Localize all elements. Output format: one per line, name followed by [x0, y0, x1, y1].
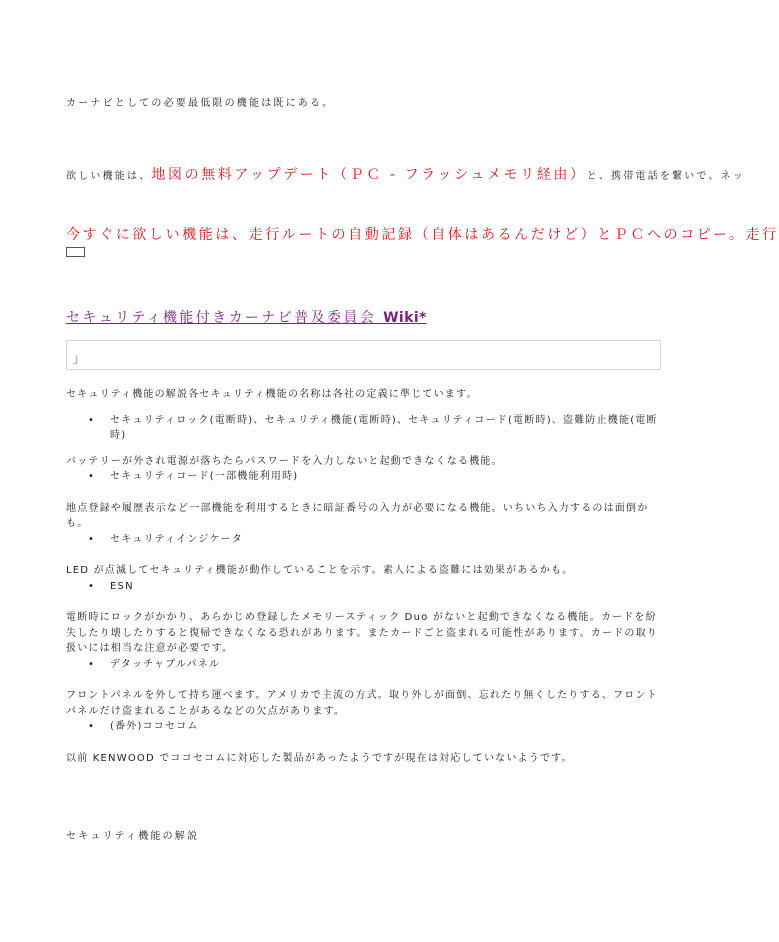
wish-lead: 欲しい機能は、	[66, 171, 152, 182]
feature-item: • デタッチャブルパネル	[66, 657, 666, 673]
wish-highlight: 地図の無料アップデート（ＰＣ - フラッシュメモリ経由）	[151, 167, 587, 183]
urgent-wish-line: 今すぐに欲しい機能は、走行ルートの自動記録（自体はあるんだけど）とＰＣへのコピー。走行	[66, 227, 779, 243]
feature-item: • ESN	[66, 579, 666, 595]
feature-list-0	[66, 413, 666, 444]
feature-list-2	[66, 532, 666, 548]
feature-list-1	[66, 469, 666, 485]
feature-item: • セキュリティロック(電断時)、セキュリティ機能(電断時)、セキュリティコード(電断時)、盗難防止機能(電断時)	[66, 413, 666, 444]
wiki-heading-link[interactable]: セキュリティ機能付きカーナビ普及委員会 Wiki*	[66, 310, 427, 326]
feature-description: バッテリーが外され電源が落ちたらパスワードを入力しないと起動できなくなる機能。	[66, 455, 503, 467]
quote-box	[66, 340, 661, 370]
empty-box	[66, 247, 85, 257]
feature-description: フロントパネルを外して持ち運べます。アメリカで主流の方式。取り外しが面倒、忘れたり無くしたりする、フロントパネルだけ盗まれることがあるなどの欠点があります。	[66, 690, 658, 717]
wish-line	[66, 164, 745, 184]
wish-tail: と、携帯電話を繋いで、ネッ	[586, 171, 746, 182]
feature-item: • セキュリティインジケータ	[66, 532, 666, 548]
feature-description: 以前 KENWOOD でココセコムに対応した製品があったようですが現在は対応していないようです。	[66, 752, 573, 764]
feature-description: 地点登録や履歴表示など一部機能を利用するときに暗証番号の入力が必要になる機能。いちいち入力するのは面倒かも。	[66, 502, 649, 529]
feature-description: 電断時にロックがかかり、あらかじめ登録したメモリースティック Duo がないと起動できなくなる機能。カードを紛失したり壊したりすると復帰できなくなる恐れがあります。またカードごと盗まれる可能性があります。カードの取り扱いには相当な注意が必要です。	[66, 612, 658, 654]
feature-description: LED が点滅してセキュリティ機能が動作していることを示す。素人による盗難には効果があるかも。	[66, 565, 574, 576]
quote-mark: 」	[73, 351, 86, 365]
intro-line: カーナビとしての必要最低限の機能は既にある。	[66, 98, 335, 109]
feature-list-3	[66, 579, 666, 595]
feature-list-5	[66, 719, 666, 735]
feature-item: • セキュリティコード(一部機能利用時)	[66, 469, 666, 485]
wiki-heading[interactable]	[66, 307, 427, 327]
feature-item: • (番外)ココセコム	[66, 719, 666, 735]
intro-paragraph: セキュリティ機能の解説各セキュリティ機能の名称は各社の定義に準じています。	[66, 389, 478, 400]
bottom-section-title: セキュリティ機能の解説	[66, 831, 200, 842]
feature-list-4	[66, 657, 666, 673]
security-features-content	[66, 387, 666, 766]
